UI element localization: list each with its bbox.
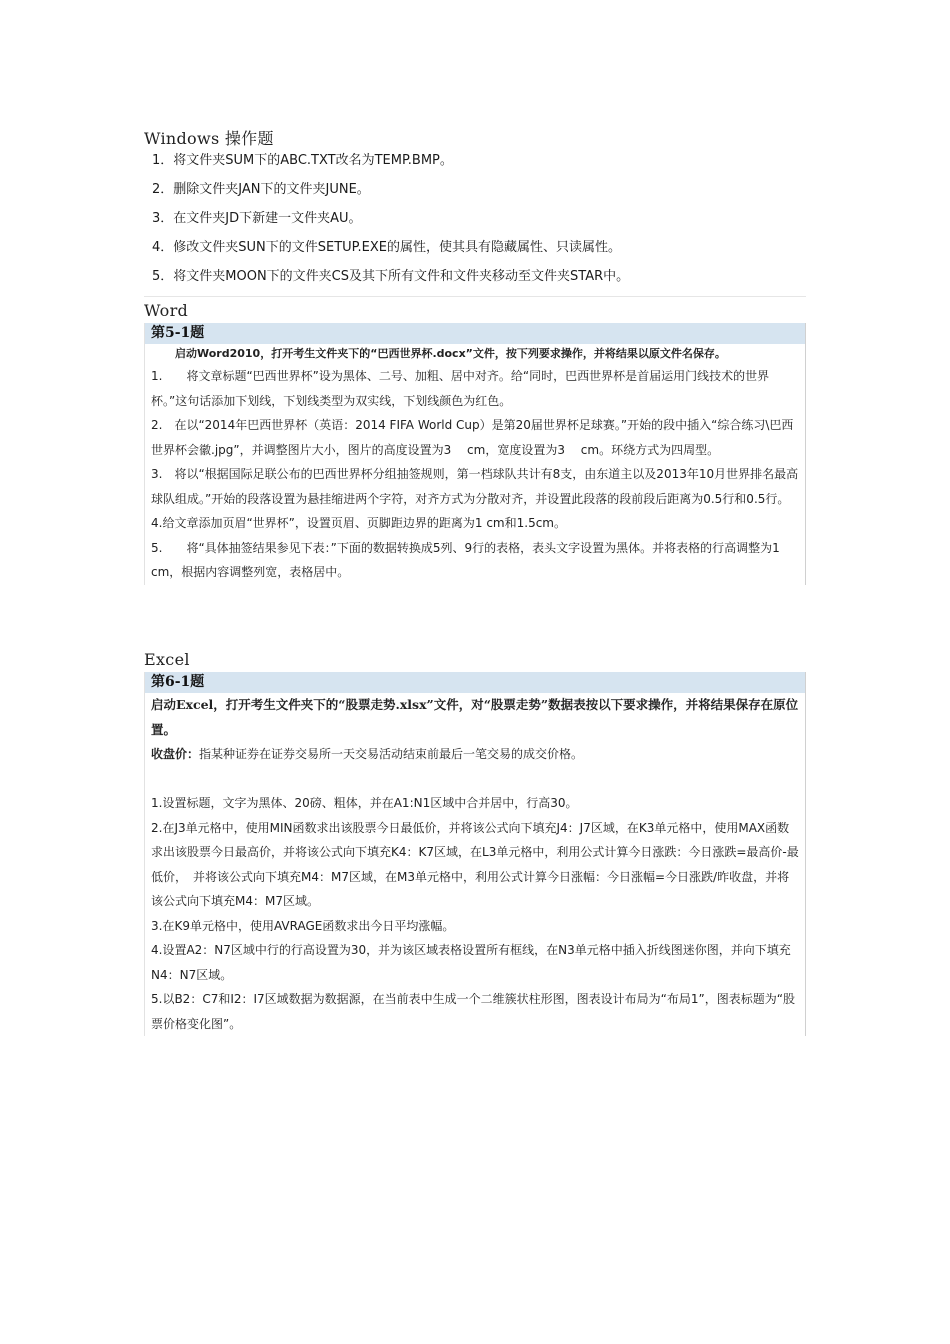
- excel-question-body: [145, 693, 805, 1036]
- windows-task-item: 3．在文件夹JD下新建一文件夹AU。: [152, 211, 362, 226]
- word-task-item: 3. 将以“根据国际足联公布的巴西世界杯分组抽签规则，第一档球队共计有8支，由东道主以及2013年10月世界排名最高球队组成。”开始的段落设置为悬挂缩进两个字符，对齐方式为分散对齐，并设置此段落的段前段后距离为0.5行和0.5行。: [151, 467, 799, 506]
- excel-question-panel: [144, 672, 806, 1036]
- excel-task-item: 4.设置A2：N7区域中行的行高设置为30，并为该区域表格设置所有框线，在N3单元格中插入折线图迷你图，并向下填充N4：N7区域。: [151, 943, 791, 982]
- windows-section-title: Windows 操作题: [144, 129, 274, 148]
- word-task-item: 5. 将“具体抽签结果参见下表：”下面的数据转换成5列、9行的表格，表头文字设置为黑体。并将表格的行高调整为1 cm，根据内容调整列宽，表格居中。: [151, 540, 780, 579]
- windows-task-list: [152, 151, 802, 296]
- blank-line: [151, 767, 799, 792]
- excel-task-item: 3.在K9单元格中，使用AVRAGE函数求出今日平均涨幅。: [151, 918, 455, 933]
- section-divider: [144, 296, 806, 297]
- word-task-item: 4.给文章添加页眉“世界杯”，设置页眉、页脚距边界的距离为1 cm和1.5cm。: [151, 516, 566, 530]
- word-question-panel: [144, 323, 806, 585]
- excel-task-item: 5.以B2：C7和I2：I7区域数据为数据源，在当前表中生成一个二维簇状柱形图，图表设计布局为“布局1”，图表标题为“股票价格变化图”。: [151, 992, 795, 1031]
- word-question-intro: 启动Word2010，打开考生文件夹下的“巴西世界杯.docx”文件，按下列要求操作，并将结果以原文件名保存。: [175, 347, 726, 360]
- word-task-item: 1. 将文章标题“巴西世界杯”设为黑体、二号、加粗、居中对齐。给“同时，巴西世界杯是首届运用门线技术的世界杯。”这句话添加下划线，下划线类型为双实线，下划线颜色为红色。: [151, 369, 770, 408]
- word-section-title: Word: [144, 301, 189, 320]
- excel-question-header: 第6-1题: [145, 672, 805, 693]
- excel-question-intro: 启动Excel，打开考生文件夹下的“股票走势.xlsx”文件，对“股票走势”数据表按以下要求操作，并将结果保存在原位置。: [151, 697, 799, 737]
- excel-definition-term: 收盘价：: [151, 747, 200, 761]
- windows-task-item: 2．删除文件夹JAN下的文件夹JUNE。: [152, 182, 370, 197]
- windows-task-item: 4．修改文件夹SUN下的文件SETUP.EXE的属性，使其具有隐藏属性、只读属性。: [152, 240, 621, 255]
- excel-task-item: 2.在J3单元格中，使用MIN函数求出该股票今日最低价，并将该公式向下填充J4：J7区域，在K3单元格中，使用MAX函数求出该股票今日最高价，并将该公式向下填充K4：K7区域，在L3单元格中，利用公式计算今日涨跌：今日涨跌=最高价-最低价， 并将该公式向下填充M4：M7区域，在M3单元格中，利用公式计算今日涨幅：今日涨幅=今日涨跌/昨收盘，并将该公式向下填充M4：M7区域。: [151, 820, 799, 908]
- excel-section-title: Excel: [144, 650, 190, 669]
- word-question-header: 第5-1题: [145, 323, 805, 344]
- excel-task-item: 1.设置标题，文字为黑体、20磅、粗体，并在A1:N1区域中合并居中，行高30。: [151, 796, 578, 810]
- word-task-item: 2. 在以“2014年巴西世界杯（英语：2014 FIFA World Cup）是第20届世界杯足球赛。”开始的段中插入“综合练习\巴西世界杯会徽.jpg”，并调整图片大小，图片的高度设置为3 cm，宽度设置为3 cm。环绕方式为四周型。: [151, 418, 794, 457]
- excel-definition-text: 指某种证券在证券交易所一天交易活动结束前最后一笔交易的成交价格。: [199, 747, 584, 761]
- excel-definition: [151, 742, 799, 767]
- windows-task-item: 5．将文件夹MOON下的文件夹CS及其下所有文件和文件夹移动至文件夹STAR中。: [152, 269, 630, 284]
- windows-task-item: 1．将文件夹SUM下的ABC.TXT改名为TEMP.BMP。: [152, 153, 453, 168]
- word-question-body: [145, 344, 805, 585]
